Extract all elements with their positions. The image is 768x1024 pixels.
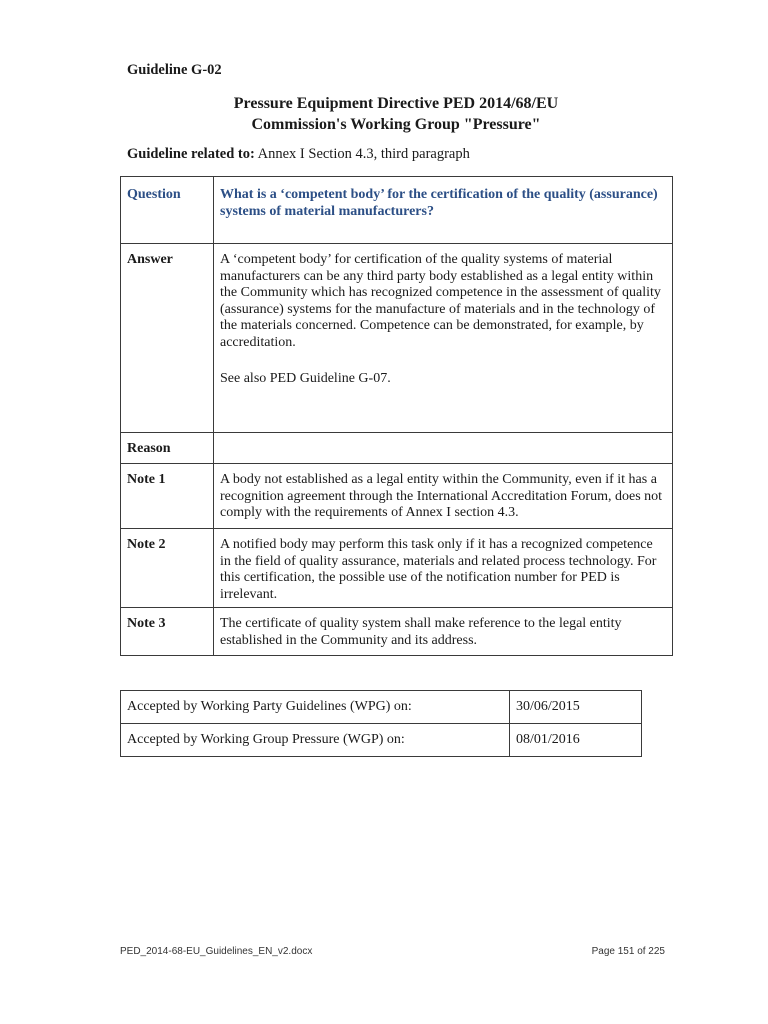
wpg-label: Accepted by Working Party Guidelines (WPG) on:: [121, 691, 510, 724]
note-3-label: Note 3: [121, 608, 214, 656]
title-line-1: Pressure Equipment Directive PED 2014/68/EU: [233, 95, 559, 112]
document-title: [120, 93, 672, 135]
title-line-2: Commission's Working Group "Pressure": [251, 116, 541, 133]
note-3-row: [121, 608, 673, 656]
footer-page-number: Page 151 of 225: [591, 946, 665, 957]
answer-label: Answer: [121, 244, 214, 433]
question-label: Question: [121, 177, 214, 244]
related-label: Guideline related to:: [127, 146, 255, 162]
wgp-label: Accepted by Working Group Pressure (WGP) on:: [121, 724, 510, 757]
answer-row: [121, 244, 673, 433]
question-text: What is a ‘competent body’ for the certification of the quality (assurance) systems of material manufacturers?: [214, 177, 673, 244]
answer-see-also: See also PED Guideline G-07.: [220, 371, 391, 386]
guideline-related-to: [127, 146, 470, 163]
note-2-text: A notified body may perform this task only if it has a recognized competence in the field of quality assurance, materials and related process technology. For this certification, the possible use of the notification number for PED is irrelevant.: [214, 529, 673, 608]
note-1-label: Note 1: [121, 464, 214, 529]
related-value: Annex I Section 4.3, third paragraph: [254, 146, 470, 162]
wpg-row: [121, 691, 642, 724]
wpg-date: 30/06/2015: [510, 691, 642, 724]
acceptance-table: [120, 690, 642, 757]
answer-text: A ‘competent body’ for certification of the quality systems of material manufacturers can be any third party body established as a legal entity within the Community which has recognized competence in the assessment of quality (assurance) systems for the manufacture of materials and in the technology of the materials concerned. Competence can be demonstrated, for example, by accreditation.: [220, 252, 661, 350]
wgp-row: [121, 724, 642, 757]
answer-cell: [214, 244, 673, 433]
wgp-date: 08/01/2016: [510, 724, 642, 757]
note-1-text: A body not established as a legal entity within the Community, even if it has a recognition agreement through the International Accreditation Forum, does not comply with the requirements of Annex I section 4.3.: [214, 464, 673, 529]
note-2-row: [121, 529, 673, 608]
reason-text: [214, 433, 673, 464]
footer-filename: PED_2014-68-EU_Guidelines_EN_v2.docx: [120, 946, 313, 957]
note-3-text: The certificate of quality system shall make reference to the legal entity established in the Community and its address.: [214, 608, 673, 656]
reason-row: [121, 433, 673, 464]
note-2-label: Note 2: [121, 529, 214, 608]
reason-label: Reason: [121, 433, 214, 464]
note-1-row: [121, 464, 673, 529]
guideline-id: Guideline G-02: [127, 62, 222, 78]
guideline-table: [120, 176, 673, 656]
question-row: [121, 177, 673, 244]
